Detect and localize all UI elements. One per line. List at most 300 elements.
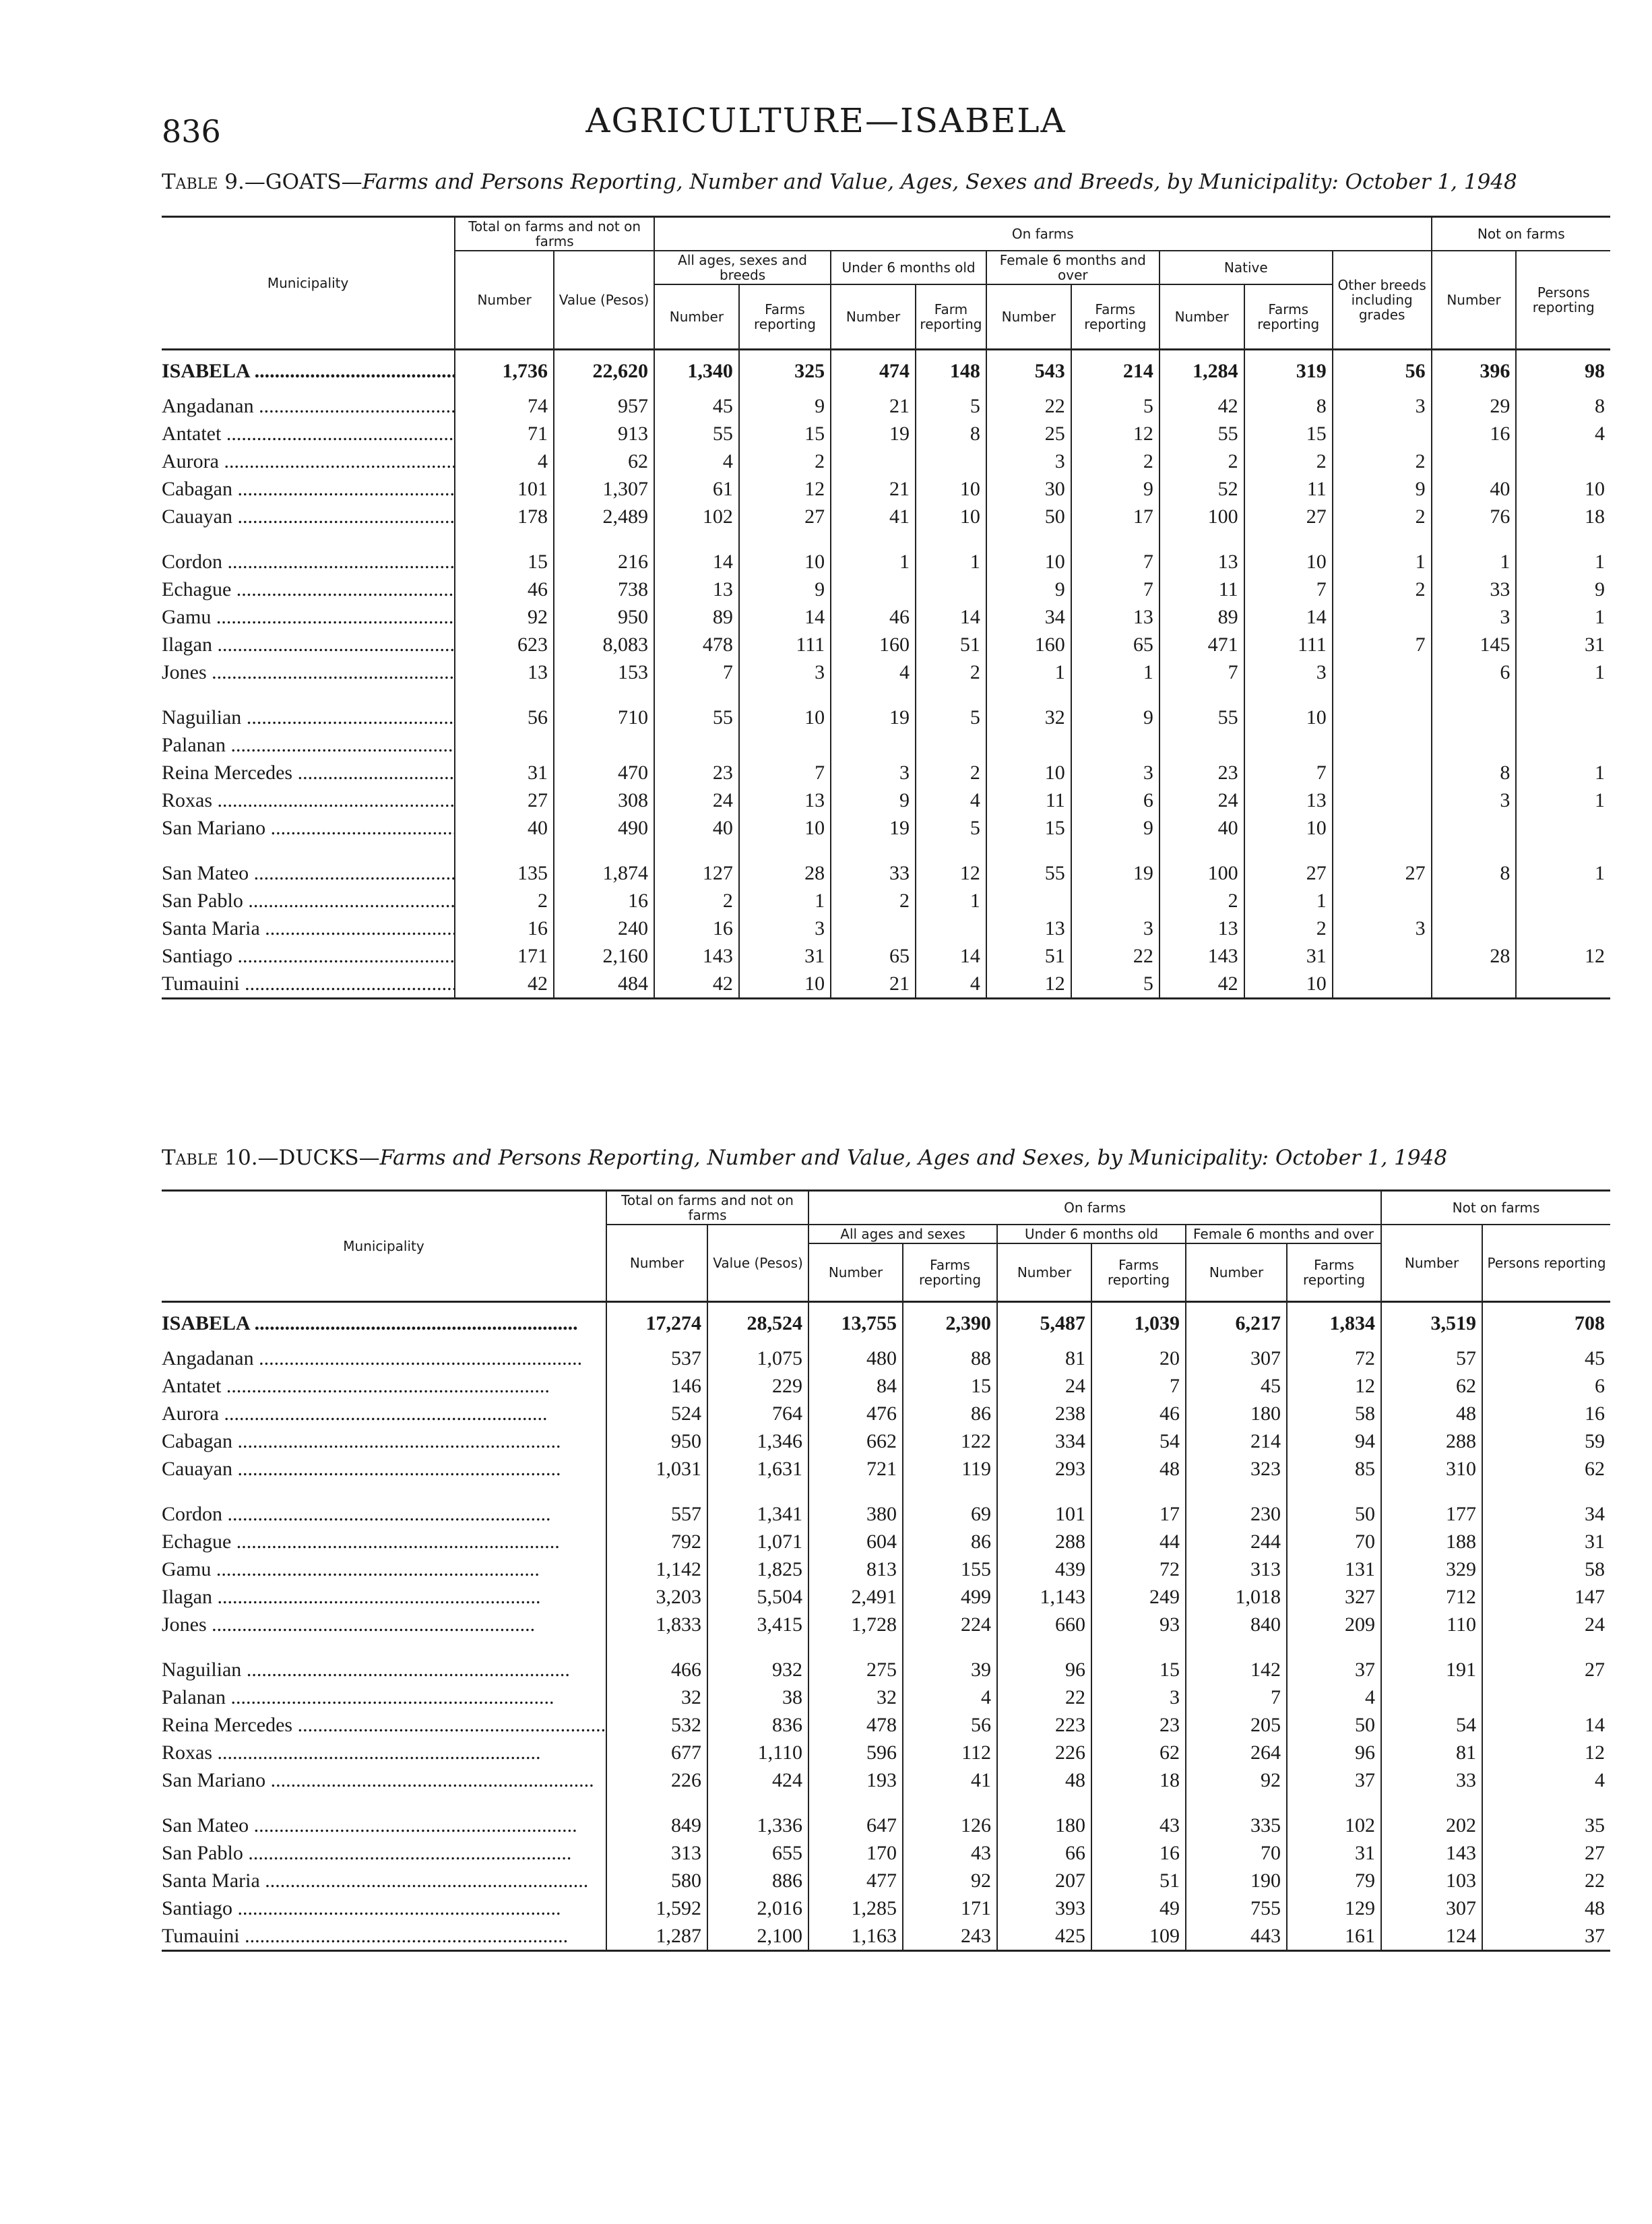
value-cell: 3,415	[707, 1611, 808, 1638]
municipality-cell: San Mariano .....	[162, 1766, 606, 1794]
spacer-cell	[916, 686, 986, 704]
municipality-cell: Cauayan .....	[162, 503, 455, 530]
value-cell: 16	[654, 915, 739, 942]
value-cell: 177	[1381, 1500, 1482, 1528]
value-cell: 15	[986, 814, 1071, 842]
value-cell: 65	[831, 942, 916, 970]
value-cell: 27	[1333, 859, 1432, 887]
ducks-caption-text: Farms and Persons Reporting, Number and Value, Ages and Sexes, by Municipality: October 1, 1948	[379, 1146, 1448, 1170]
value-cell: 7	[1244, 576, 1333, 603]
goats-header-total-value: Value (Pesos)	[554, 251, 654, 350]
value-cell: 19	[831, 814, 916, 842]
value-cell: 14	[739, 603, 831, 631]
table-row	[162, 1894, 1610, 1922]
value-cell: 755	[1186, 1894, 1287, 1922]
value-cell: 49	[1091, 1894, 1186, 1922]
value-cell: 14	[916, 603, 986, 631]
value-cell: 69	[903, 1500, 997, 1528]
value-cell: 7	[1071, 548, 1159, 576]
value-cell: 288	[1381, 1427, 1482, 1455]
value-cell: 1,307	[554, 475, 654, 503]
value-cell	[1071, 887, 1159, 915]
value-cell: 543	[986, 350, 1071, 393]
value-cell: 1,736	[455, 350, 554, 393]
table-row	[162, 576, 1610, 603]
group-spacer	[162, 530, 1610, 548]
value-cell: 142	[1186, 1656, 1287, 1684]
table-row	[162, 759, 1610, 786]
value-cell: 21	[831, 392, 916, 420]
value-cell: 243	[903, 1922, 997, 1951]
spacer-cell	[831, 842, 916, 859]
value-cell: 92	[903, 1867, 997, 1894]
value-cell: 1,163	[808, 1922, 903, 1951]
value-cell: 6	[1482, 1372, 1610, 1400]
value-cell: 13	[1159, 548, 1244, 576]
value-cell: 2	[1333, 447, 1432, 475]
municipality-cell: Cabagan .....	[162, 475, 455, 503]
value-cell: 3,519	[1381, 1302, 1482, 1345]
value-cell: 145	[1432, 631, 1517, 658]
municipality-cell: ISABELA .....	[162, 1302, 606, 1345]
value-cell: 662	[808, 1427, 903, 1455]
spacer-cell	[903, 1483, 997, 1500]
value-cell	[831, 447, 916, 475]
value-cell: 46	[1091, 1400, 1186, 1427]
value-cell: 27	[1482, 1839, 1610, 1867]
spacer-cell	[739, 842, 831, 859]
value-cell: 31	[1244, 942, 1333, 970]
spacer-cell	[1516, 530, 1610, 548]
value-cell: 1,110	[707, 1739, 808, 1766]
municipality-cell: Jones .....	[162, 1611, 606, 1638]
value-cell: 17,274	[606, 1302, 707, 1345]
ducks-header-not-on-farms: Not on farms	[1381, 1191, 1610, 1225]
goats-header-under6-farms: Farm reporting	[916, 284, 986, 350]
municipality-cell: Santa Maria .....	[162, 915, 455, 942]
value-cell: 3	[831, 759, 916, 786]
value-cell: 111	[1244, 631, 1333, 658]
value-cell: 214	[1071, 350, 1159, 393]
value-cell: 10	[1244, 704, 1333, 731]
value-cell: 16	[1432, 420, 1517, 447]
municipality-cell: Echague .....	[162, 576, 455, 603]
spacer-cell	[554, 530, 654, 548]
municipality-cell: San Pablo .....	[162, 1839, 606, 1867]
value-cell: 143	[654, 942, 739, 970]
value-cell: 37	[1287, 1766, 1381, 1794]
value-cell: 59	[1482, 1427, 1610, 1455]
value-cell: 15	[739, 420, 831, 447]
ducks-header-on-farms: On farms	[808, 1191, 1381, 1225]
value-cell: 4	[1516, 420, 1610, 447]
value-cell: 532	[606, 1711, 707, 1739]
value-cell: 1,039	[1091, 1302, 1186, 1345]
spacer-cell	[707, 1483, 808, 1500]
value-cell: 2	[739, 447, 831, 475]
value-cell: 55	[654, 420, 739, 447]
value-cell: 100	[1159, 859, 1244, 887]
value-cell: 205	[1186, 1711, 1287, 1739]
value-cell: 1	[986, 658, 1071, 686]
value-cell: 30	[986, 475, 1071, 503]
value-cell: 3	[739, 658, 831, 686]
spacer-cell	[1186, 1638, 1287, 1656]
goats-header-not-number: Number	[1432, 251, 1517, 350]
value-cell: 62	[1381, 1372, 1482, 1400]
value-cell	[1071, 731, 1159, 759]
value-cell: 1,143	[997, 1583, 1091, 1611]
value-cell: 9	[1333, 475, 1432, 503]
value-cell: 4	[455, 447, 554, 475]
municipality-cell: Naguilian .....	[162, 704, 455, 731]
value-cell: 499	[903, 1583, 997, 1611]
value-cell: 71	[455, 420, 554, 447]
value-cell: 7	[1333, 631, 1432, 658]
value-cell: 15	[455, 548, 554, 576]
value-cell: 313	[606, 1839, 707, 1867]
goats-header-all-number: Number	[654, 284, 739, 350]
value-cell: 3	[1333, 392, 1432, 420]
ducks-header-female6-farms: Farms reporting	[1287, 1243, 1381, 1302]
value-cell: 28	[1432, 942, 1517, 970]
value-cell: 124	[1381, 1922, 1482, 1951]
value-cell: 10	[916, 503, 986, 530]
value-cell: 12	[916, 859, 986, 887]
value-cell: 33	[1381, 1766, 1482, 1794]
value-cell: 476	[808, 1400, 903, 1427]
value-cell: 23	[1091, 1711, 1186, 1739]
goats-header-under6: Under 6 months old	[831, 251, 986, 284]
value-cell: 1	[1516, 603, 1610, 631]
spacer-cell	[162, 1483, 606, 1500]
value-cell: 1	[1244, 887, 1333, 915]
value-cell: 31	[455, 759, 554, 786]
spacer-cell	[1381, 1794, 1482, 1812]
value-cell: 135	[455, 859, 554, 887]
value-cell: 42	[455, 970, 554, 999]
value-cell: 950	[554, 603, 654, 631]
spacer-cell	[162, 1794, 606, 1812]
value-cell: 24	[1482, 1611, 1610, 1638]
spacer-cell	[903, 1638, 997, 1656]
spacer-cell	[162, 842, 455, 859]
value-cell: 62	[1091, 1739, 1186, 1766]
value-cell: 102	[654, 503, 739, 530]
spacer-cell	[1432, 530, 1517, 548]
value-cell: 886	[707, 1867, 808, 1894]
page-title: AGRICULTURE—ISABELA	[585, 101, 1067, 140]
value-cell: 32	[986, 704, 1071, 731]
value-cell	[1333, 704, 1432, 731]
value-cell: 655	[707, 1839, 808, 1867]
spacer-cell	[1287, 1638, 1381, 1656]
table-row	[162, 420, 1610, 447]
value-cell: 7	[1091, 1372, 1186, 1400]
municipality-cell: Angadanan .....	[162, 1345, 606, 1372]
value-cell: 2,016	[707, 1894, 808, 1922]
value-cell: 19	[1071, 859, 1159, 887]
value-cell	[1432, 814, 1517, 842]
value-cell: 27	[1244, 859, 1333, 887]
value-cell: 81	[1381, 1739, 1482, 1766]
value-cell: 14	[654, 548, 739, 576]
value-cell: 45	[1482, 1345, 1610, 1372]
value-cell	[1333, 786, 1432, 814]
ducks-header-total-value: Value (Pesos)	[707, 1225, 808, 1302]
value-cell: 660	[997, 1611, 1091, 1638]
spacer-cell	[707, 1794, 808, 1812]
ducks-header-total-number: Number	[606, 1225, 707, 1302]
spacer-cell	[606, 1483, 707, 1500]
value-cell: 721	[808, 1455, 903, 1483]
municipality-cell: Tumauini .....	[162, 970, 455, 999]
value-cell: 1	[831, 548, 916, 576]
value-cell: 15	[1091, 1656, 1186, 1684]
spacer-cell	[1159, 842, 1244, 859]
value-cell: 101	[997, 1500, 1091, 1528]
value-cell	[1333, 731, 1432, 759]
table-row	[162, 503, 1610, 530]
spacer-cell	[1186, 1483, 1287, 1500]
value-cell	[1333, 603, 1432, 631]
table-row	[162, 1555, 1610, 1583]
value-cell: 229	[707, 1372, 808, 1400]
value-cell: 22	[1482, 1867, 1610, 1894]
spacer-cell	[831, 686, 916, 704]
table-row	[162, 970, 1610, 999]
value-cell: 50	[1287, 1500, 1381, 1528]
value-cell: 490	[554, 814, 654, 842]
ducks-header-female6: Female 6 months and over	[1186, 1225, 1381, 1243]
value-cell: 131	[1287, 1555, 1381, 1583]
value-cell: 647	[808, 1812, 903, 1839]
goats-header-total: Total on farms and not on farms	[455, 217, 654, 251]
value-cell: 7	[739, 759, 831, 786]
value-cell: 22	[997, 1684, 1091, 1711]
value-cell: 10	[739, 970, 831, 999]
spacer-cell	[1244, 686, 1333, 704]
value-cell: 101	[455, 475, 554, 503]
value-cell: 103	[1381, 1867, 1482, 1894]
value-cell: 112	[903, 1739, 997, 1766]
value-cell: 596	[808, 1739, 903, 1766]
value-cell	[1482, 1684, 1610, 1711]
municipality-cell: Reina Mercedes .....	[162, 1711, 606, 1739]
value-cell: 3,203	[606, 1583, 707, 1611]
value-cell: 31	[1287, 1839, 1381, 1867]
value-cell: 580	[606, 1867, 707, 1894]
table-row	[162, 1345, 1610, 1372]
spacer-cell	[1333, 842, 1432, 859]
value-cell: 9	[1516, 576, 1610, 603]
value-cell: 56	[903, 1711, 997, 1739]
value-cell: 425	[997, 1922, 1091, 1951]
value-cell: 2	[916, 658, 986, 686]
value-cell: 712	[1381, 1583, 1482, 1611]
value-cell: 13	[654, 576, 739, 603]
value-cell: 1	[916, 887, 986, 915]
value-cell	[1516, 731, 1610, 759]
value-cell: 1,340	[654, 350, 739, 393]
municipality-cell: San Mateo .....	[162, 859, 455, 887]
value-cell	[554, 731, 654, 759]
value-cell: 43	[903, 1839, 997, 1867]
value-cell: 293	[997, 1455, 1091, 1483]
value-cell: 46	[831, 603, 916, 631]
value-cell: 5,504	[707, 1583, 808, 1611]
value-cell: 677	[606, 1739, 707, 1766]
value-cell: 11	[1244, 475, 1333, 503]
value-cell: 54	[1381, 1711, 1482, 1739]
spacer-cell	[808, 1638, 903, 1656]
value-cell: 13	[1071, 603, 1159, 631]
value-cell: 24	[997, 1372, 1091, 1400]
value-cell: 100	[1159, 503, 1244, 530]
value-cell: 1,142	[606, 1555, 707, 1583]
value-cell: 41	[831, 503, 916, 530]
goats-header-native-number: Number	[1159, 284, 1244, 350]
value-cell: 1	[1516, 658, 1610, 686]
value-cell: 3	[1432, 786, 1517, 814]
value-cell	[1432, 915, 1517, 942]
value-cell: 40	[455, 814, 554, 842]
value-cell: 31	[1482, 1528, 1610, 1555]
value-cell: 40	[1432, 475, 1517, 503]
value-cell: 58	[1482, 1555, 1610, 1583]
value-cell: 8	[1432, 759, 1517, 786]
table-row	[162, 942, 1610, 970]
table-row	[162, 1372, 1610, 1400]
value-cell: 264	[1186, 1739, 1287, 1766]
ducks-header-all-number: Number	[808, 1243, 903, 1302]
spacer-cell	[654, 842, 739, 859]
spacer-cell	[1333, 530, 1432, 548]
value-cell: 327	[1287, 1583, 1381, 1611]
value-cell: 92	[1186, 1766, 1287, 1794]
table-row	[162, 392, 1610, 420]
value-cell: 1	[1516, 859, 1610, 887]
value-cell: 23	[1159, 759, 1244, 786]
table-row	[162, 786, 1610, 814]
page-number: 836	[162, 113, 221, 150]
value-cell: 3	[739, 915, 831, 942]
value-cell	[1333, 658, 1432, 686]
spacer-cell	[916, 842, 986, 859]
value-cell: 2,489	[554, 503, 654, 530]
value-cell: 2	[916, 759, 986, 786]
value-cell: 32	[808, 1684, 903, 1711]
value-cell: 191	[1381, 1656, 1482, 1684]
value-cell: 214	[1186, 1427, 1287, 1455]
value-cell: 3	[1071, 759, 1159, 786]
value-cell: 13,755	[808, 1302, 903, 1345]
spacer-cell	[808, 1483, 903, 1500]
spacer-cell	[997, 1638, 1091, 1656]
value-cell	[1333, 942, 1432, 970]
value-cell	[986, 731, 1071, 759]
value-cell: 932	[707, 1656, 808, 1684]
goats-header-native-farms: Farms reporting	[1244, 284, 1333, 350]
municipality-cell: Ilagan .....	[162, 631, 455, 658]
municipality-cell: Cordon .....	[162, 548, 455, 576]
value-cell: 2	[455, 887, 554, 915]
value-cell: 1,346	[707, 1427, 808, 1455]
value-cell: 33	[1432, 576, 1517, 603]
goats-caption-text: Farms and Persons Reporting, Number and Value, Ages, Sexes and Breeds, by Municipality: October 1, 1948	[362, 170, 1517, 194]
value-cell: 56	[1333, 350, 1432, 393]
value-cell: 471	[1159, 631, 1244, 658]
value-cell: 9	[739, 576, 831, 603]
spacer-cell	[554, 686, 654, 704]
value-cell: 86	[903, 1528, 997, 1555]
value-cell: 27	[1244, 503, 1333, 530]
municipality-cell: San Mateo .....	[162, 1812, 606, 1839]
value-cell: 3	[1333, 915, 1432, 942]
value-cell: 3	[986, 447, 1071, 475]
value-cell: 9	[831, 786, 916, 814]
value-cell	[455, 731, 554, 759]
municipality-cell: Tumauini .....	[162, 1922, 606, 1951]
municipality-cell: Santiago .....	[162, 942, 455, 970]
value-cell: 1,834	[1287, 1302, 1381, 1345]
value-cell: 10	[1244, 548, 1333, 576]
value-cell	[831, 576, 916, 603]
value-cell: 10	[1244, 814, 1333, 842]
value-cell: 249	[1091, 1583, 1186, 1611]
value-cell: 2,390	[903, 1302, 997, 1345]
municipality-cell: Antatet .....	[162, 420, 455, 447]
value-cell: 2,100	[707, 1922, 808, 1951]
value-cell: 8	[1516, 392, 1610, 420]
table-row	[162, 658, 1610, 686]
group-spacer	[162, 842, 1610, 859]
value-cell: 94	[1287, 1427, 1381, 1455]
value-cell: 16	[455, 915, 554, 942]
spacer-cell	[1287, 1483, 1381, 1500]
group-spacer	[162, 1483, 1610, 1500]
value-cell: 40	[1159, 814, 1244, 842]
value-cell: 51	[986, 942, 1071, 970]
ducks-header-persons-reporting: Persons reporting	[1482, 1225, 1610, 1302]
table-row	[162, 1684, 1610, 1711]
table-row	[162, 603, 1610, 631]
value-cell: 12	[1071, 420, 1159, 447]
value-cell: 439	[997, 1555, 1091, 1583]
value-cell	[1333, 970, 1432, 999]
ducks-header-total: Total on farms and not on farms	[606, 1191, 808, 1225]
ducks-table	[162, 1190, 1610, 1952]
value-cell: 62	[554, 447, 654, 475]
value-cell: 484	[554, 970, 654, 999]
municipality-cell: Santiago .....	[162, 1894, 606, 1922]
value-cell: 5	[1071, 970, 1159, 999]
value-cell: 13	[1244, 786, 1333, 814]
ducks-table-body	[162, 1302, 1610, 1951]
value-cell: 319	[1244, 350, 1333, 393]
value-cell: 738	[554, 576, 654, 603]
spacer-cell	[1516, 842, 1610, 859]
value-cell: 2	[654, 887, 739, 915]
value-cell: 143	[1381, 1839, 1482, 1867]
value-cell: 27	[1482, 1656, 1610, 1684]
ducks-header-under6: Under 6 months old	[997, 1225, 1186, 1243]
spacer-cell	[162, 1638, 606, 1656]
value-cell: 1	[1071, 658, 1159, 686]
value-cell: 470	[554, 759, 654, 786]
value-cell	[1432, 704, 1517, 731]
value-cell	[1333, 887, 1432, 915]
